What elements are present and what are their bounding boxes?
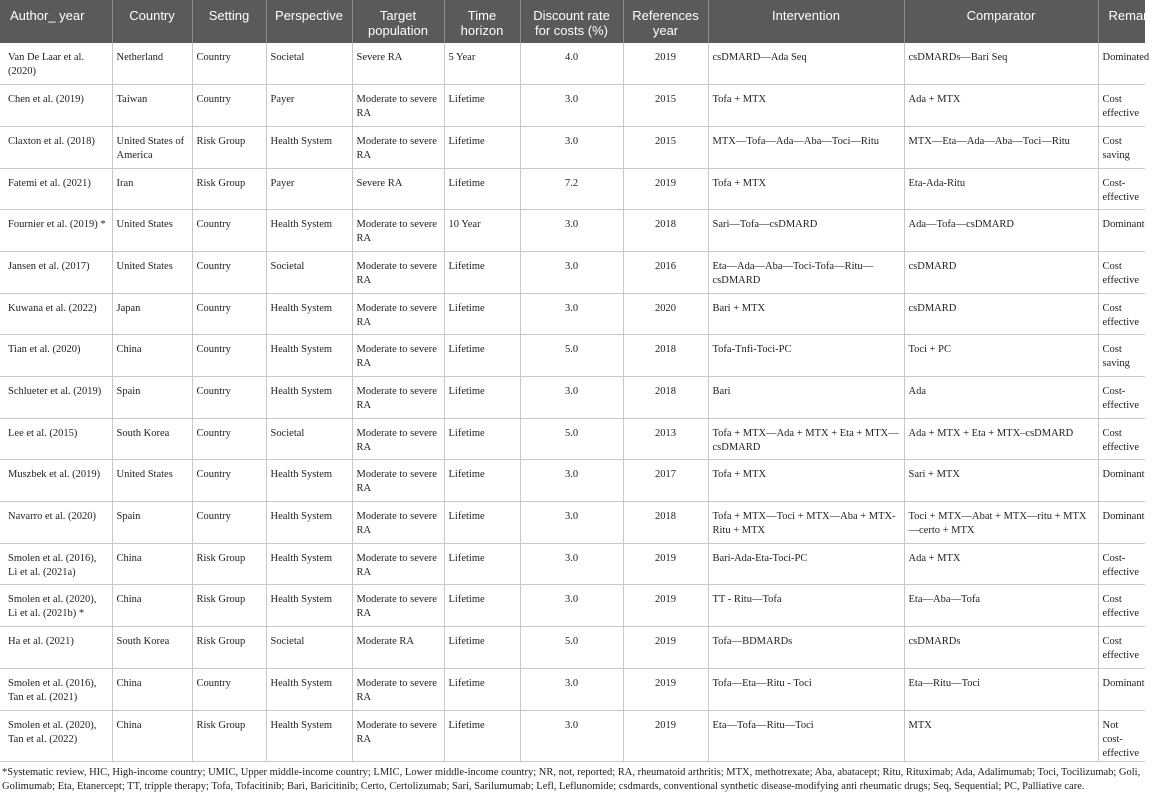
table-cell: Moderate to severe RA bbox=[352, 418, 444, 460]
table-cell: Risk Group bbox=[192, 168, 266, 210]
table-cell: Health System bbox=[266, 377, 352, 419]
table-cell: Risk Group bbox=[192, 585, 266, 627]
table-cell: 2018 bbox=[623, 335, 708, 377]
column-header: Perspective bbox=[266, 0, 352, 43]
table-cell: South Korea bbox=[112, 418, 192, 460]
table-cell: Societal bbox=[266, 43, 352, 85]
table-cell: Eta—Aba—Tofa bbox=[904, 585, 1098, 627]
table-cell: Tofa—Eta—Ritu - Toci bbox=[708, 668, 904, 710]
table-cell: Country bbox=[192, 335, 266, 377]
table-cell: Lifetime bbox=[444, 502, 520, 544]
table-cell: Lifetime bbox=[444, 627, 520, 669]
table-cell: China bbox=[112, 710, 192, 761]
table-cell: csDMARD—Ada Seq bbox=[708, 43, 904, 85]
column-header: Comparator bbox=[904, 0, 1098, 43]
table-row bbox=[0, 418, 1145, 460]
table-cell: Country bbox=[192, 210, 266, 252]
table-cell: Cost effective bbox=[1098, 85, 1145, 127]
table-cell: 3.0 bbox=[520, 460, 623, 502]
table-cell: Japan bbox=[112, 293, 192, 335]
table-row bbox=[0, 210, 1145, 252]
table-cell: Lifetime bbox=[444, 126, 520, 168]
table-cell: Van De Laar et al. (2020) bbox=[0, 43, 112, 85]
table-cell: 7.2 bbox=[520, 168, 623, 210]
table-cell: Societal bbox=[266, 627, 352, 669]
table-cell: 2018 bbox=[623, 210, 708, 252]
table-cell: Iran bbox=[112, 168, 192, 210]
table-cell: Kuwana et al. (2022) bbox=[0, 293, 112, 335]
table-cell: Dominant bbox=[1098, 502, 1145, 544]
table-cell: Health System bbox=[266, 502, 352, 544]
table-cell: Moderate to severe RA bbox=[352, 126, 444, 168]
table-cell: MTX—Tofa—Ada—Aba—Toci—Ritu bbox=[708, 126, 904, 168]
table-cell: Cost saving bbox=[1098, 335, 1145, 377]
column-header: Target population bbox=[352, 0, 444, 43]
table-cell: Health System bbox=[266, 210, 352, 252]
table-cell: China bbox=[112, 585, 192, 627]
table-cell: Moderate to severe RA bbox=[352, 668, 444, 710]
table-row bbox=[0, 460, 1145, 502]
table-cell: 3.0 bbox=[520, 377, 623, 419]
table-cell: MTX—Eta—Ada—Aba—Toci—Ritu bbox=[904, 126, 1098, 168]
table-cell: Moderate to severe RA bbox=[352, 377, 444, 419]
table-row bbox=[0, 43, 1145, 85]
table-cell: Lifetime bbox=[444, 418, 520, 460]
table-row bbox=[0, 251, 1145, 293]
table-cell: Taiwan bbox=[112, 85, 192, 127]
table-cell: csDMARDs—Bari Seq bbox=[904, 43, 1098, 85]
table-cell: Tofa + MTX bbox=[708, 460, 904, 502]
table-cell: Moderate to severe RA bbox=[352, 585, 444, 627]
table-cell: Lifetime bbox=[444, 85, 520, 127]
table-cell: Moderate to severe RA bbox=[352, 251, 444, 293]
table-cell: Payer bbox=[266, 85, 352, 127]
table-cell: 3.0 bbox=[520, 585, 623, 627]
table-cell: Lifetime bbox=[444, 168, 520, 210]
table-cell: Moderate RA bbox=[352, 627, 444, 669]
table-cell: 3.0 bbox=[520, 502, 623, 544]
table-cell: Muszbek et al. (2019) bbox=[0, 460, 112, 502]
table-cell: Tofa + MTX bbox=[708, 168, 904, 210]
table-cell: Country bbox=[192, 293, 266, 335]
table-cell: Smolen et al. (2016), Li et al. (2021a) bbox=[0, 543, 112, 585]
table-cell: 4.0 bbox=[520, 43, 623, 85]
table-cell: Ada + MTX + Eta + MTX–csDMARD bbox=[904, 418, 1098, 460]
table-cell: Cost-effective bbox=[1098, 377, 1145, 419]
table-cell: Cost saving bbox=[1098, 126, 1145, 168]
table-cell: 2016 bbox=[623, 251, 708, 293]
table-cell: Lifetime bbox=[444, 293, 520, 335]
table-cell: Jansen et al. (2017) bbox=[0, 251, 112, 293]
table-cell: csDMARD bbox=[904, 293, 1098, 335]
table-cell: 3.0 bbox=[520, 293, 623, 335]
column-header: Intervention bbox=[708, 0, 904, 43]
table-cell: Health System bbox=[266, 126, 352, 168]
column-header: Setting bbox=[192, 0, 266, 43]
column-header: References year bbox=[623, 0, 708, 43]
table-cell: Smolen et al. (2020), Tan et al. (2022) bbox=[0, 710, 112, 761]
table-cell: 2019 bbox=[623, 710, 708, 761]
table-cell: 2020 bbox=[623, 293, 708, 335]
table-cell: Severe RA bbox=[352, 168, 444, 210]
table-cell: 2017 bbox=[623, 460, 708, 502]
table-cell: Ha et al. (2021) bbox=[0, 627, 112, 669]
table-cell: Moderate to severe RA bbox=[352, 460, 444, 502]
table-cell: Health System bbox=[266, 293, 352, 335]
table-cell: Tian et al. (2020) bbox=[0, 335, 112, 377]
table-cell: Moderate to severe RA bbox=[352, 293, 444, 335]
table-cell: Cost effective bbox=[1098, 585, 1145, 627]
table-cell: Spain bbox=[112, 502, 192, 544]
table-cell: Lifetime bbox=[444, 460, 520, 502]
table-cell: MTX bbox=[904, 710, 1098, 761]
table-cell: Claxton et al. (2018) bbox=[0, 126, 112, 168]
table-cell: Lifetime bbox=[444, 377, 520, 419]
column-header: Discount rate for costs (%) bbox=[520, 0, 623, 43]
table-cell: Lifetime bbox=[444, 585, 520, 627]
table-cell: Cost effective bbox=[1098, 627, 1145, 669]
table-cell: Dominant bbox=[1098, 668, 1145, 710]
table-cell: Lee et al. (2015) bbox=[0, 418, 112, 460]
table-cell: Moderate to severe RA bbox=[352, 710, 444, 761]
table-cell: Cost effective bbox=[1098, 251, 1145, 293]
table-cell: Not cost-effective bbox=[1098, 710, 1145, 761]
table-cell: 3.0 bbox=[520, 710, 623, 761]
table-cell: Eta-Ada-Ritu bbox=[904, 168, 1098, 210]
table-cell: 2019 bbox=[623, 168, 708, 210]
table-cell: Country bbox=[192, 377, 266, 419]
table-cell: Fatemi et al. (2021) bbox=[0, 168, 112, 210]
table-cell: United States bbox=[112, 210, 192, 252]
table-cell: Tofa-Tnfi-Toci-PC bbox=[708, 335, 904, 377]
table-cell: 10 Year bbox=[444, 210, 520, 252]
table-row bbox=[0, 85, 1145, 127]
table-cell: China bbox=[112, 668, 192, 710]
column-header: Remarks bbox=[1098, 0, 1145, 43]
table-cell: Cost effective bbox=[1098, 418, 1145, 460]
table-cell: 5.0 bbox=[520, 627, 623, 669]
table-cell: Dominant bbox=[1098, 210, 1145, 252]
table-row bbox=[0, 668, 1145, 710]
table-header bbox=[0, 0, 1161, 43]
table-row bbox=[0, 335, 1145, 377]
table-cell: Health System bbox=[266, 460, 352, 502]
table-row bbox=[0, 585, 1145, 627]
table-cell: Ada + MTX bbox=[904, 543, 1098, 585]
table-cell: 2013 bbox=[623, 418, 708, 460]
table-cell: Lifetime bbox=[444, 543, 520, 585]
table-cell: Fournier et al. (2019) * bbox=[0, 210, 112, 252]
column-header: Time horizon bbox=[444, 0, 520, 43]
table-cell: 2019 bbox=[623, 543, 708, 585]
table-cell: Toci + PC bbox=[904, 335, 1098, 377]
table-cell: 5.0 bbox=[520, 335, 623, 377]
table-cell: Bari-Ada-Eta-Toci-PC bbox=[708, 543, 904, 585]
table-cell: 3.0 bbox=[520, 543, 623, 585]
table-cell: Risk Group bbox=[192, 543, 266, 585]
table-cell: Tofa—BDMARDs bbox=[708, 627, 904, 669]
table-cell: China bbox=[112, 335, 192, 377]
table-row bbox=[0, 543, 1145, 585]
table-cell: Cost effective bbox=[1098, 293, 1145, 335]
table-cell: Country bbox=[192, 43, 266, 85]
table-cell: Risk Group bbox=[192, 710, 266, 761]
table-cell: Navarro et al. (2020) bbox=[0, 502, 112, 544]
table-cell: 2018 bbox=[623, 502, 708, 544]
table-body bbox=[0, 43, 1150, 761]
table-cell: Health System bbox=[266, 668, 352, 710]
table-row bbox=[0, 502, 1145, 544]
table-cell: Lifetime bbox=[444, 668, 520, 710]
table-row bbox=[0, 126, 1145, 168]
table-cell: China bbox=[112, 543, 192, 585]
table-cell: Tofa + MTX bbox=[708, 85, 904, 127]
table-cell: Netherland bbox=[112, 43, 192, 85]
table-cell: csDMARDs bbox=[904, 627, 1098, 669]
table-cell: United States bbox=[112, 251, 192, 293]
table-cell: Cost-effective bbox=[1098, 168, 1145, 210]
table-cell: TT - Ritu—Tofa bbox=[708, 585, 904, 627]
table-cell: Health System bbox=[266, 335, 352, 377]
table-cell: Eta—Tofa—Ritu—Toci bbox=[708, 710, 904, 761]
table-cell: Risk Group bbox=[192, 126, 266, 168]
table-cell: Lifetime bbox=[444, 251, 520, 293]
table-footnote: *Systematic review, HIC, High-income country; UMIC, Upper middle-income country; LMIC, Lower middle-income country; NR, not, reported; RA, rheumatoid arthritis; MTX, methotrexate; Aba, abatacept; Ritu, Rituximab; Ada, Adalimumab; Toci, Tocilizumab; Goli, Golimumab; Eta, Etanercept; TT, tripple therapy; Tofa, Tofacitinib; Bari, Baricitinib; Certo, Certolizumab; Sari, Sarilumumab; Lefl, Leflunomide; csdmards, conventional synthetic disease-modifying anti rheumatic drugs; Seq, Sequential; PC, Palliative care. bbox=[2, 766, 1141, 792]
table-row bbox=[0, 627, 1145, 669]
table-cell: Societal bbox=[266, 251, 352, 293]
table-cell: South Korea bbox=[112, 627, 192, 669]
table-cell: Ada—Tofa—csDMARD bbox=[904, 210, 1098, 252]
table-cell: Country bbox=[192, 418, 266, 460]
table-cell: Bari + MTX bbox=[708, 293, 904, 335]
table-cell: 5.0 bbox=[520, 418, 623, 460]
table-cell: 2015 bbox=[623, 85, 708, 127]
table-cell: 3.0 bbox=[520, 668, 623, 710]
header-row bbox=[0, 0, 1145, 43]
table-cell: 3.0 bbox=[520, 251, 623, 293]
table-cell: Dominated bbox=[1098, 43, 1145, 85]
table-cell: Health System bbox=[266, 585, 352, 627]
table-cell: Ada bbox=[904, 377, 1098, 419]
table-cell: Moderate to severe RA bbox=[352, 210, 444, 252]
table-cell: Chen et al. (2019) bbox=[0, 85, 112, 127]
table-cell: Bari bbox=[708, 377, 904, 419]
table-cell: Sari + MTX bbox=[904, 460, 1098, 502]
table-cell: 2019 bbox=[623, 43, 708, 85]
table-cell: Health System bbox=[266, 710, 352, 761]
table-cell: Spain bbox=[112, 377, 192, 419]
table-cell: Lifetime bbox=[444, 710, 520, 761]
table-row bbox=[0, 168, 1145, 210]
table-cell: Country bbox=[192, 460, 266, 502]
table-cell: Payer bbox=[266, 168, 352, 210]
table-cell: Moderate to severe RA bbox=[352, 543, 444, 585]
table-cell: Schlueter et al. (2019) bbox=[0, 377, 112, 419]
table-cell: 2015 bbox=[623, 126, 708, 168]
table-cell: 2018 bbox=[623, 377, 708, 419]
table-cell: Sari—Tofa—csDMARD bbox=[708, 210, 904, 252]
table-cell: Eta—Ritu—Toci bbox=[904, 668, 1098, 710]
table-row bbox=[0, 377, 1145, 419]
table-cell: Health System bbox=[266, 543, 352, 585]
table-cell: 3.0 bbox=[520, 126, 623, 168]
table-cell: Ada + MTX bbox=[904, 85, 1098, 127]
table-cell: Moderate to severe RA bbox=[352, 335, 444, 377]
table-cell: Lifetime bbox=[444, 335, 520, 377]
table-cell: United States bbox=[112, 460, 192, 502]
table-cell: Moderate to severe RA bbox=[352, 502, 444, 544]
table-cell: 2019 bbox=[623, 585, 708, 627]
table-cell: Country bbox=[192, 251, 266, 293]
table-cell: Tofa + MTX—Ada + MTX + Eta + MTX—csDMARD bbox=[708, 418, 904, 460]
table-cell: Cost-effective bbox=[1098, 543, 1145, 585]
table-cell: Moderate to severe RA bbox=[352, 85, 444, 127]
table-cell: Smolen et al. (2016), Tan et al. (2021) bbox=[0, 668, 112, 710]
table-cell: Risk Group bbox=[192, 627, 266, 669]
table-cell: 5 Year bbox=[444, 43, 520, 85]
table-cell: Societal bbox=[266, 418, 352, 460]
table-cell: 2019 bbox=[623, 627, 708, 669]
table-cell: Country bbox=[192, 668, 266, 710]
table-row bbox=[0, 710, 1145, 761]
table-cell: 3.0 bbox=[520, 210, 623, 252]
table-cell: Eta—Ada—Aba—Toci-Tofa—Ritu—csDMARD bbox=[708, 251, 904, 293]
table-cell: Dominant bbox=[1098, 460, 1145, 502]
table-cell: Country bbox=[192, 85, 266, 127]
table-cell: Country bbox=[192, 502, 266, 544]
table-cell: Smolen et al. (2020), Li et al. (2021b) * bbox=[0, 585, 112, 627]
column-header: Country bbox=[112, 0, 192, 43]
table-cell: United States of America bbox=[112, 126, 192, 168]
table-cell: Toci + MTX—Abat + MTX—ritu + MTX—certo + MTX bbox=[904, 502, 1098, 544]
column-header: Author_ year bbox=[0, 0, 112, 43]
table-cell: 3.0 bbox=[520, 85, 623, 127]
table-cell: Severe RA bbox=[352, 43, 444, 85]
table-cell: Tofa + MTX—Toci + MTX—Aba + MTX-Ritu + MTX bbox=[708, 502, 904, 544]
table-cell: 2019 bbox=[623, 668, 708, 710]
table-row bbox=[0, 293, 1145, 335]
table-cell: csDMARD bbox=[904, 251, 1098, 293]
